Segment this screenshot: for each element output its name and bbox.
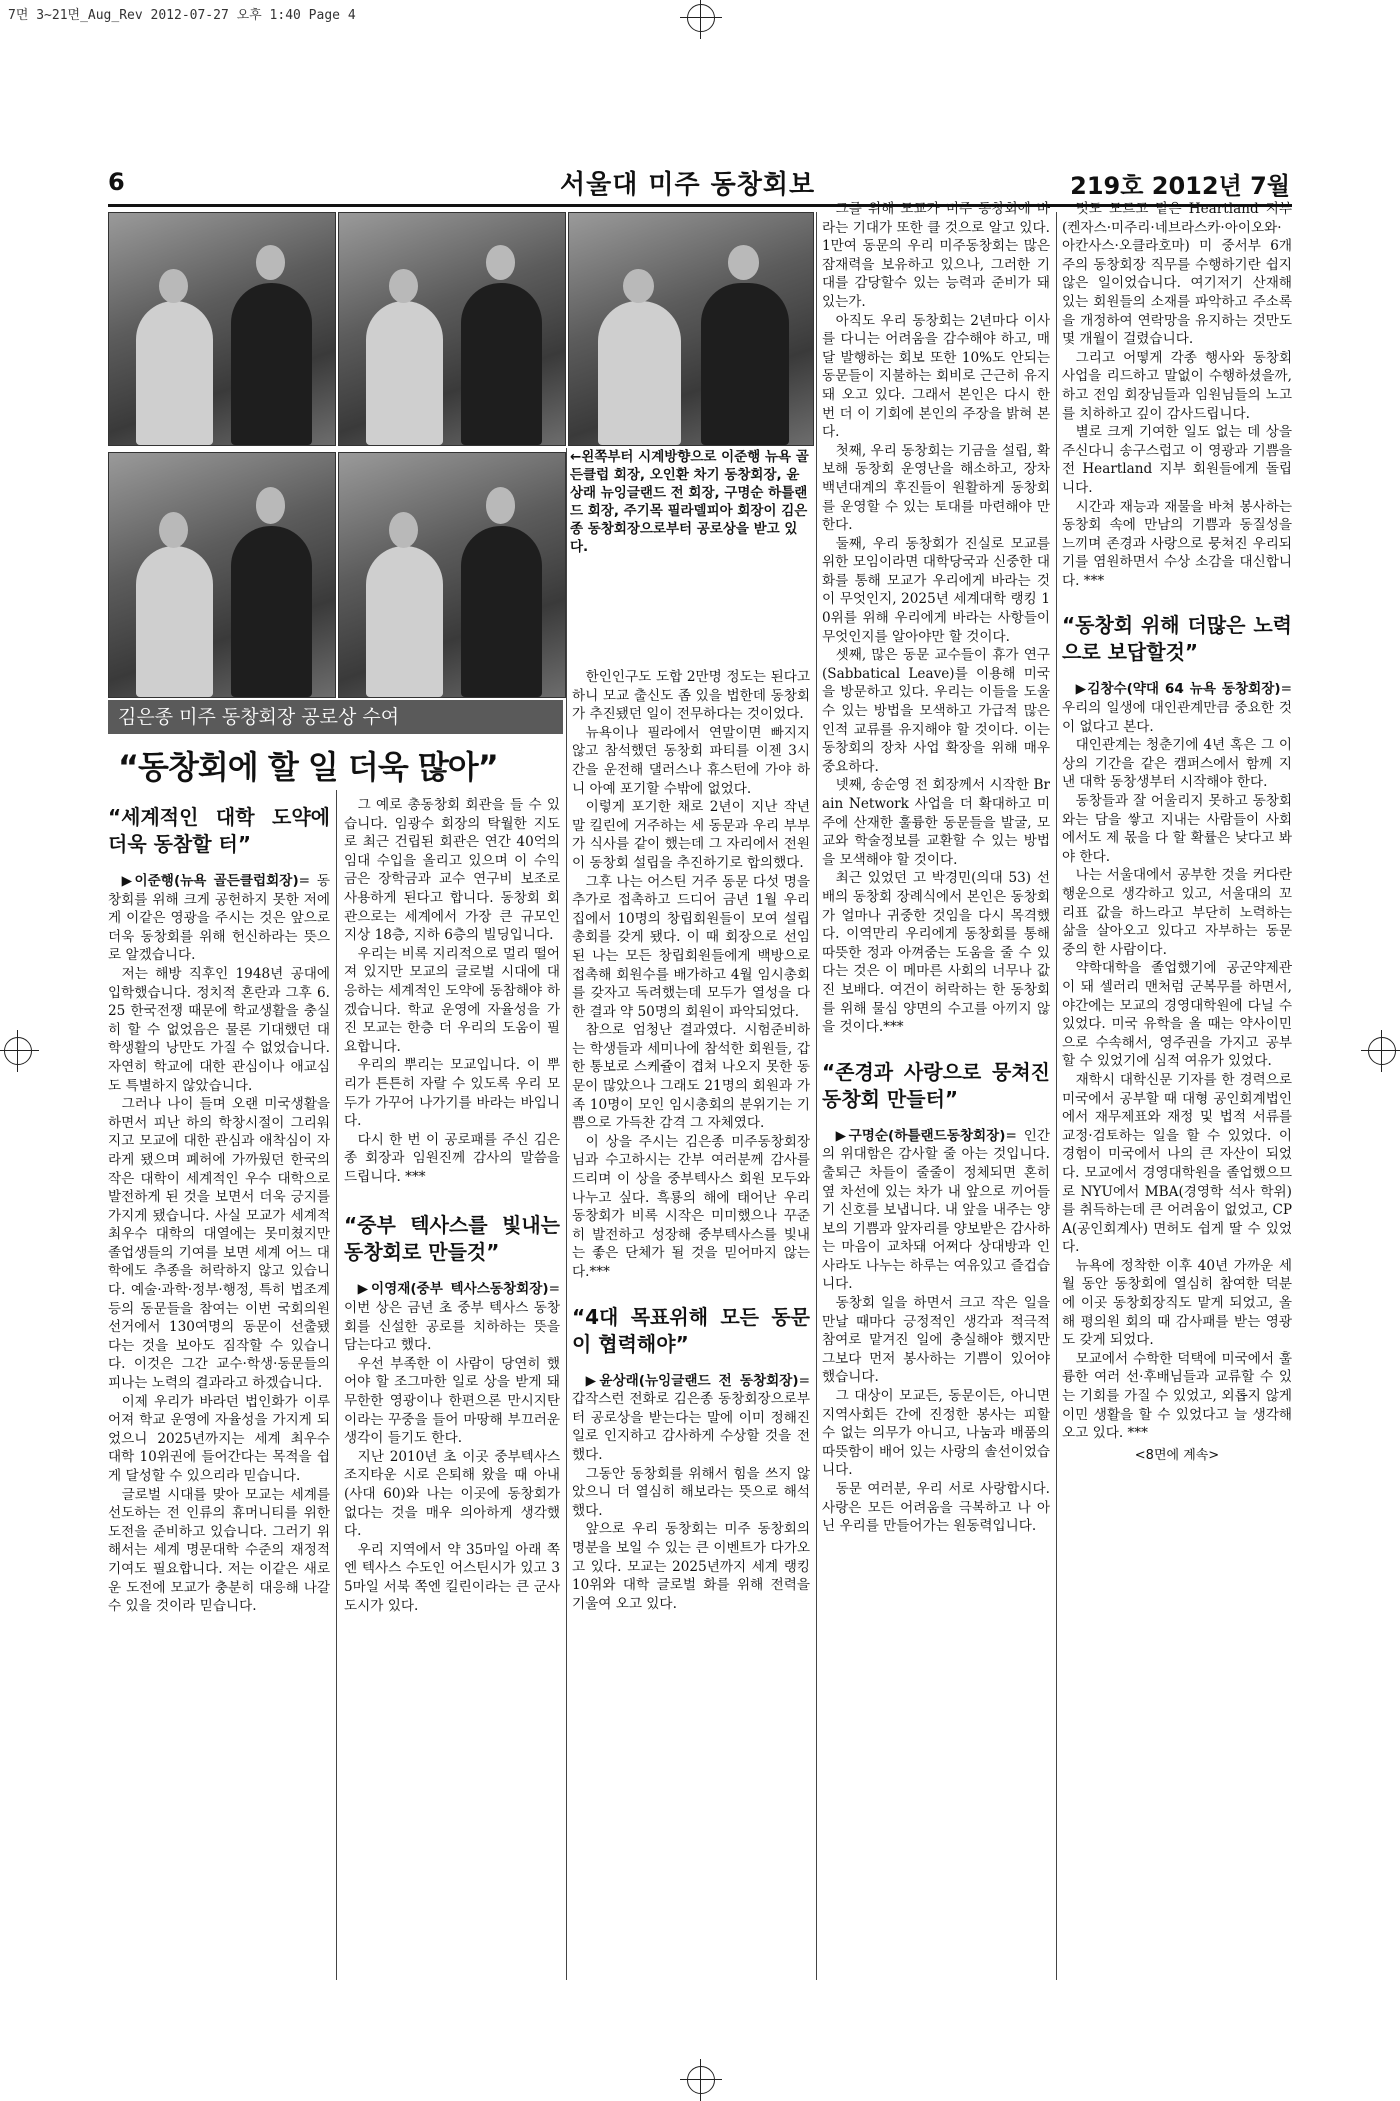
award-photo-4 bbox=[108, 452, 336, 698]
award-photo-2 bbox=[338, 212, 566, 446]
award-photo-3 bbox=[568, 212, 814, 446]
article-3-headline: “4대 목표위해 모든 동문이 협력해야” bbox=[572, 1304, 810, 1356]
article-2-author: ▶이영재(중부 텍사스동창회장) bbox=[357, 1281, 549, 1298]
article-3-col-d: 그를 위해 모교가 미주 동창회에 바라는 기대가 또한 클 것으로 알고 있다. 1만여 동문의 우리 미주동창회는 많은 잠재력을 보유하고 있으나, 그러한 기대를 감당할수 있는 능력과 준비가 돼 있는가. 아직도 우리 동창회는 2년마다 이사를 다니는 어려움을 감수해야 하고, 매달 발행하는 회보 또한 10%도 안되는 동문들이 지불하는 회비로 근근히 유지돼 오고 있다. 그래서 본인은 다시 한 번 더 이 기회에 본인의 주장을 밝혀 본다. 첫째, 우리 동창회는 기금을 설립, 확보해 동창회 운영난을 해소하고, 장차 백년대계의 후진들이 원활하게 동창회를 운영할 수 있는 토대를 마련해야 만 한다. 둘째, 우리 동창회가 진실로 모교를 위한 모임이라면 대학당국과 신중한 대화를 통해 모교가 우리에게 바라는 것이 무엇인지, 2025년 세계대학 랭킹 10위를 위해 우리에게 바라는 사항들이 무엇인지를 알아야만 할 것이다. 셋째, 많은 동문 교수들이 휴가 연구(Sabbatical Leave)를 이용해 미국을 방문하고 있다. 우리는 이들을 도울수 있는 방법을 모색하고 가급적 많은 인적 교류를 유지해야 할 것이다. 이는 동창회의 장차 사업 확장을 위해 매우 중요하다. 넷째, 송순영 전 회장께서 시작한 Brain Network 사업을 더 확대하고 미주에 산재한 훌륭한 동문들을 발굴, 모교와 학술정보를 교환할 수 있는 방법을 모색해야 할 것이다. 최근 있었던 고 박경민(의대 53) 선배의 동창회 장례식에서 본인은 동창회가 얼마나 귀중한 것임을 다시 목격했다. 이역만리 우리에게 동창회를 통해 따뜻한 정과 아껴줌는 도움을 줄 수 있다는 것은 이 메마른 사회의 너무나 값진 보배다. 여건이 허락하는 한 동창회를 위해 물심 양면의 수고를 아끼지 않을 것이다.*** “존경과 사랑으로 뭉쳐진 동창회 만들터” ▶구명순(하틀랜드동창회장)= 인간의 위대함은 감사할 줄 아는 것입니다. 출퇴근 차들이 줄줄이 정체되면 혼히 옆 차선에 있는 차가 내 앞으로 끼어들기 신호를 보냅니다. 내 앞을 내주는 양보의 기쁨과 앞자리를 양보받은 감사하는 마음이 교차돼 어쩌다 상대방과 인사라도 나누는 하루는 여유있고 즐겁습니다. 동창회 일을 하면서 크고 작은 일을 만날 때마다 긍정적인 생각과 적극적 참여로 맡겨진 일에 충실해야 했지만 그보다 먼저 봉사하는 기쁨이 있어야 했습니다. 그 대상이 모교든, 동문이든, 아니면 지역사회든 간에 진정한 봉사는 피할 수 없는 의무가 아니고, 나눔과 배품의 따뜻함이 배어 있는 사랑의 솔선이었습니다. 동문 여러분, 우리 서로 사랑합시다. 사랑은 모든 어려움을 극복하고 나 아닌 우리를 만들어가는 원동력입니다. bbox=[822, 201, 1050, 1535]
article-2-headline: “중부 텍사스를 빛내는 동창회로 만들것” bbox=[344, 1213, 560, 1265]
award-photo-1 bbox=[108, 212, 336, 446]
issue-date: 219호 2012년 7월 bbox=[1070, 172, 1290, 200]
main-title: “동창회에 할 일 더욱 많아” bbox=[118, 748, 498, 786]
article-1-author: ▶이준행(뉴욕 골든클럽회장) bbox=[121, 873, 299, 889]
caption-bar: 김은종 미주 동창회장 공로상 수여 bbox=[108, 700, 563, 734]
article-1-col-b: 그 예로 총동창회 회관을 들 수 있습니다. 임광수 회장의 탁월한 지도로 최근 건립된 회관은 연간 40억의 임대 수입을 올리고 있으며 이 수익금은 장학금과 교수 연구비 보조로 사용하게 된다고 합니다. 동창회 회관으로는 세계에서 가장 큰 규모인 지상 18층, 지하 6층의 빌딩입니다. 우리는 비록 지리적으로 멀리 떨어져 있지만 모교의 글로벌 시대에 대응하는 세계적인 도약에 동참해야 하겠습니다. 학교 운영에 자율성을 가진 모교는 한층 더 우리의 도움이 필요합니다. 우리의 뿌리는 모교입니다. 이 뿌리가 튼튼히 자랄 수 있도록 우리 모두가 가꾸어 나가기를 바라는 바입니다. 다시 한 번 이 공로패를 주신 김은종 회장과 임원진께 감사의 말씀을 드립니다. *** “중부 텍사스를 빛내는 동창회로 만들것” ▶이영재(중부 텍사스동창회장)= 이번 상은 금년 초 중부 텍사스 동창회를 신설한 공로를 치하하는 뜻을 담는다고 했다. 우선 부족한 이 사람이 당연히 했어야 할 조그마한 일로 상을 받게 돼 무한한 영광이나 한편으론 만시지탄이라는 꾸중을 들어 마땅해 부끄러운 생각이 들기도 한다. 지난 2010년 초 이곳 중부텍사스 조지타운 시로 은퇴해 왔을 때 아내(사대 60)와 나는 이곳에 동창회가 없다는 것을 매우 의아하게 생각했다. 우리 지역에서 약 35마일 아래 쪽엔 텍사스 수도인 어스틴시가 있고 35마일 서북 쪽엔 킬린이라는 큰 군사도시가 있다. bbox=[344, 797, 560, 1614]
page-number: 6 bbox=[108, 168, 125, 196]
article-1-headline: “세계적인 대학 도약에 더욱 동참할 터” bbox=[108, 805, 330, 856]
registration-mark-left bbox=[4, 1037, 32, 1065]
article-5-col-e: 멋도 모르고 맡은 Heartland 지부(켄자스·미주리·네브라스카·아이오와·아칸사스·오클라호마) 미 중서부 6개 주의 동창회장 직무를 수행하기란 쉽지 않은 일이었습니다. 여기저기 산재해 있는 회원들의 소재를 파악하고 주소록을 개정하여 연락망을 유지하는 것만도 몇 개월이 걸렸습니다. 그리고 어떻게 각종 행사와 동창회 사업을 리드하고 말없이 수행하셨을까, 하고 전임 회장님들과 임원님들의 노고를 치하하고 깊이 감사드립니다. 별로 크게 기여한 일도 없는 데 상을 주신다니 송구스럽고 이 영광과 기쁨을 전 Heartland 지부 회원들에게 돌립니다. 시간과 재능과 재물을 바쳐 봉사하는 동창회 속에 만남의 기쁨과 동질성을 느끼며 존경과 사랑으로 뭉쳐진 우리되기를 염원하면서 수상 소감을 대신합니다. *** “동창회 위해 더많은 노력으로 보답할것” ▶김창수(약대 64 뉴욕 동창회장)= 우리의 일생에 대인관계만큼 중요한 것이 없다고 본다. 대인관계는 청춘기에 4년 혹은 그 이상의 기간을 같은 캠퍼스에서 함께 지낸 대학 동창생부터 시작해야 한다. 동창들과 잘 어울리지 못하고 동창회와는 담을 쌓고 지내는 사람들이 사회에서도 제 몫을 다 할 확률은 낮다고 봐야 한다. 나는 서울대에서 공부한 것을 커다란 행운으로 생각하고 있고, 서울대의 꼬리표 값을 하느라고 부단히 노력하는 삶을 살아오고 있다고 자부하는 동문 중의 한 사람이다. 약학대학을 졸업했기에 공군약제관이 돼 셀러리 맨처럼 군복무를 하면서, 야간에는 모교의 경영대학원에 다닐 수 있었다. 미국 유학을 올 때는 약사이민으로 수속해서, 영주권을 가지고 공부할 수 있었기에 심적 여유가 있었다. 재학시 대학신문 기자를 한 경력으로 미국에서 공부할 때 대형 공인회계법인에서 재무제표와 재정 및 법적 서류를 교정·검토하는 일을 할 수 있었다. 이 경험이 미국에서 나의 큰 자산이 되었다. 모교에서 경영대학원을 졸업했으므로 NYU에서 MBA(경영학 석사 학위)를 취득하는데 큰 어려움이 없었고, CPA(공인회계사) 면허도 쉽게 딸 수 있었다. 뉴욕에 정착한 이후 40년 가까운 세월 동안 동창회에 열심히 참여한 덕분에 이곳 동창회장직도 맡게 되었고, 올해 평의원 회의 때 감사패를 받는 영광도 갖게 되었다. 모교에서 수학한 덕택에 미국에서 훌륭한 여러 선·후배님들과 교류할 수 있는 기회를 가질 수 있었고, 외롭지 않게 이민 생활을 할 수 있었다고 늘 생각해오고 있다. *** <8면에 계속> bbox=[1062, 200, 1292, 1465]
masthead: 서울대 미주 동창회보 bbox=[560, 170, 816, 200]
article-2-col-c: 한인인구도 도합 2만명 정도는 된다고 하니 모교 출신도 좀 있을 법한데 동창회가 추진됐던 일이 전무하다는 것이었다. 뉴욕이나 필라에서 연말이면 빠지지 않고 참석했던 동창회 파티를 이젠 3시간을 운전해 댈러스나 휴스턴에 가야 하니 아예 포기할 수밖에 없었다. 이렇게 포기한 채로 2년이 지난 작년 말 킬린에 거주하는 세 동문과 우리 부부가 식사를 같이 했는데 그 자리에서 전원이 동창회 설립을 추진하기로 합의했다. 그후 나는 어스틴 거주 동문 다섯 명을 추가로 접촉하고 드디어 금년 1월 우리 집에서 10명의 창립회원들이 모여 설립총회를 갖게 됐다. 이 때 회장으로 선임된 나는 모든 창립회원들에게 백방으로 접촉해 회원수를 배가하고 4월 임시총회를 갖자고 독려했는데 모두가 열성을 다 한 결과 약 50명의 회원이 파악되었다. 참으로 엄청난 결과였다. 시험준비하는 학생들과 세미나에 참석한 회원들, 갑한 통보로 스케쥴이 겹쳐 나오지 못한 동문이 많았으나 그래도 21명의 회원과 가족 10명이 모인 임시총회의 분위기는 기쁨으로 가득찬 감격 그 자체였다. 이 상을 주시는 김은종 미주동창회장님과 수고하시는 간부 여러분께 감사를 드리며 이 상을 중부텍사스 회원 모두와 나누고 싶다. 흑룡의 해에 태어난 우리 동창회가 비록 시작은 미미했으나 꾸준히 발전하고 성장해 중부텍사스를 빛내는 좋은 단체가 될 것을 믿어마지 않는다.*** “4대 목표위해 모든 동문이 협력해야” ▶윤상래(뉴잉글랜드 전 동창회장)= 갑작스런 전화로 김은종 동창회장으로부터 공로상을 받는다는 말에 이미 정해진 일로 인지하고 감사하게 수상할 것을 전했다. 그동안 동창회를 위해서 힘을 쓰지 않았으니 더 열심히 해보라는 뜻으로 해석했다. 앞으로 우리 동창회는 미주 동창회의 명분을 보일 수 있는 큰 이벤트가 다가오고 있다. 모교는 2025년까지 세계 랭킹 10위와 대학 글로벌 화를 위해 전력을 기울여 오고 있다. bbox=[572, 669, 810, 1612]
photo-caption: ←왼쪽부터 시계방향으로 이준행 뉴욕 골든클럽 회장, 오인환 차기 동창회장, 윤상래 뉴잉글랜드 전 회장, 구명순 하틀랜드 회장, 주기목 필라델피아 회장이 김은종 동창회장으로부터 공로상을 받고 있다. bbox=[570, 449, 809, 555]
registration-mark-bottom bbox=[687, 2066, 715, 2094]
article-5-headline: “동창회 위해 더많은 노력으로 보답할것” bbox=[1062, 613, 1292, 665]
registration-mark-top bbox=[687, 4, 715, 32]
article-4-headline: “존경과 사랑으로 뭉쳐진 동창회 만들터” bbox=[822, 1059, 1050, 1111]
award-photo-5 bbox=[338, 452, 566, 698]
article-4-author: ▶구명순(하틀랜드동창회장) bbox=[835, 1127, 1006, 1144]
registration-mark-right bbox=[1368, 1037, 1396, 1065]
continued-note: <8면에 계속> bbox=[1134, 1447, 1220, 1463]
article-1-col-a: “세계적인 대학 도약에 더욱 동참할 터” ▶이준행(뉴욕 골든클럽회장)= 동창회를 위해 크게 공헌하지 못한 저에게 이같은 영광을 주시는 것은 앞으로 더욱 동창회를 위해 헌신하라는 뜻으로 알겠습니다. 저는 해방 직후인 1948년 공대에 입학했습니다. 정치적 혼란과 그후 6.25 한국전쟁 때문에 학교생활을 충실히 할 수 없었음은 물론 기대했던 대학생활의 낭만도 가질 수 없었습니다. 자연히 학교에 대한 관심이나 애교심도 특별하지 않았습니다. 그러나 나이 들며 오랜 미국생활을 하면서 피난 하의 학창시절이 그리워지고 모교에 대한 관심과 애착심이 자라게 됐으며 폐허에 가까웠던 한국의 작은 대학이 세계적인 우수 대학으로 발전하게 된 것을 보면서 더욱 긍지를 가지게 됐습니다. 사실 모교가 세계적 최우수 대학의 대열에는 못미쳤지만 졸업생들의 기여를 보면 세계 어느 대학에도 추종을 허락하지 않고 있습니다. 예술·과학·정부·행정, 특히 법조계 등의 동문들을 참여는 이번 국회의원 선거에서 130여명의 동문이 선출됐다는 것을 보아도 짐작할 수 있습니다. 이것은 그간 교수·학생·동문들의 피나는 노력의 결과라고 하겠습니다. 이제 우리가 바라던 법인화가 이루어져 학교 운영에 자율성을 가지게 되었으니 2025년까지는 세계 최우수 대학 10위권에 들어간다는 목적을 쉽게 달성할 수 있으리라 믿습니다. 글로벌 시대를 맞아 모교는 세계를 선도하는 전 인류의 휴머니티를 위한 도전을 준비하고 있습니다. 그러기 위해서는 세계 명문대학 수준의 재정적 기여도 필요합니다. 저는 이같은 새로운 도전에 모교가 충분히 대응해 나갈 수 있을 것이라 믿습니다. bbox=[108, 805, 330, 1615]
print-slug: 7면 3~21면_Aug_Rev 2012-07-27 오후 1:40 Page 4 bbox=[8, 8, 356, 23]
article-5-author: ▶김창수(약대 64 뉴욕 동창회장) bbox=[1075, 681, 1281, 698]
article-3-author: ▶윤상래(뉴잉글랜드 전 동창회장) bbox=[585, 1372, 799, 1389]
